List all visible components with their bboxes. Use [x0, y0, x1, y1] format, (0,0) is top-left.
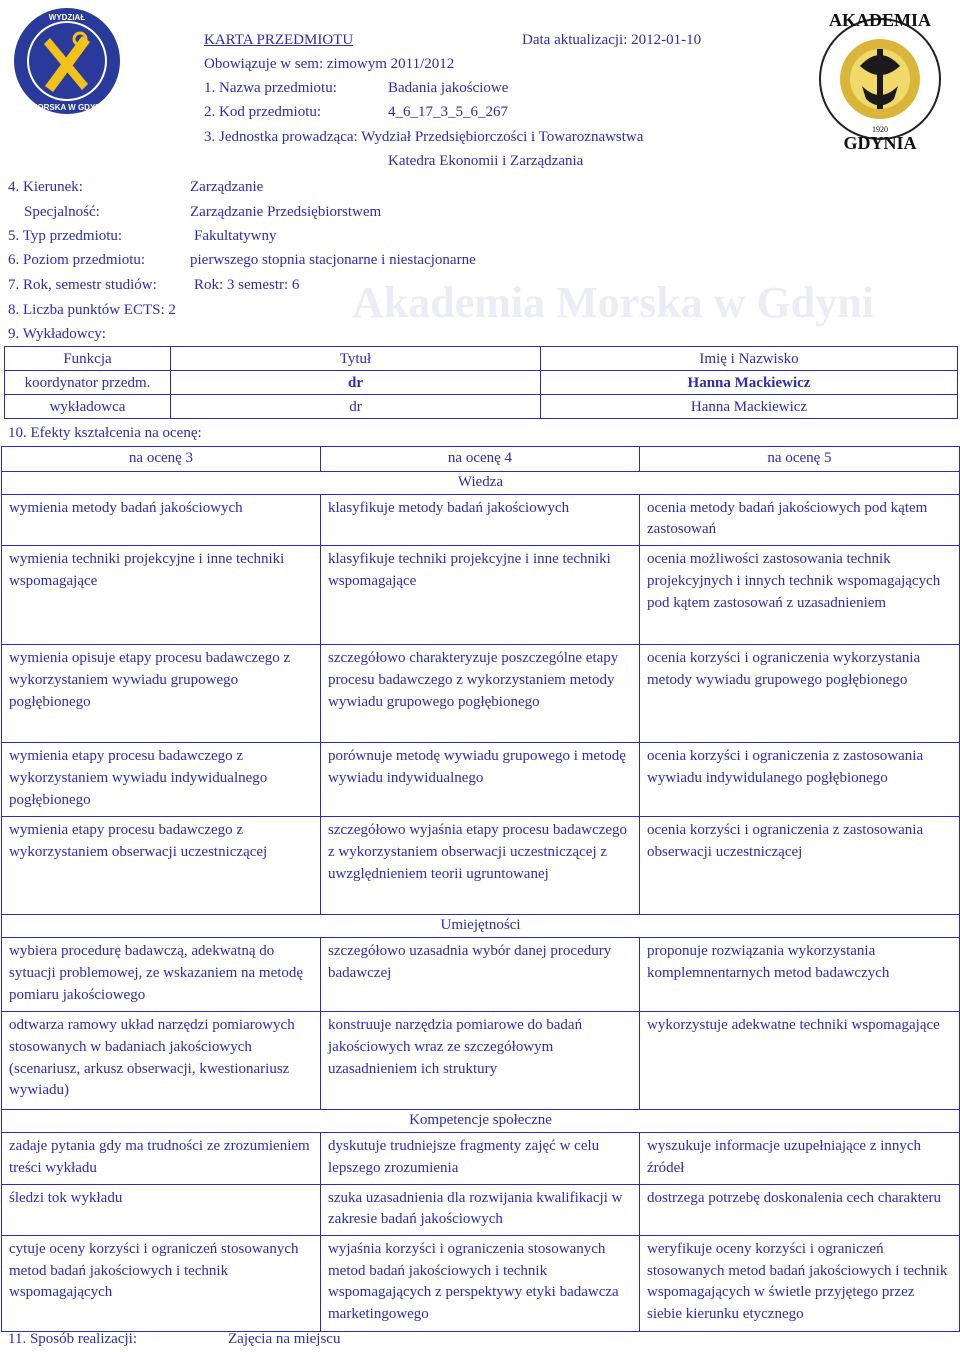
effect-row: [2, 1012, 960, 1110]
level-label: 6. Poziom przedmiotu:: [8, 252, 146, 268]
ects: 8. Liczba punktów ECTS: 2: [8, 302, 176, 318]
effect-cell: wymienia etapy procesu badawczego z wykorzystaniem obserwacji uczestniczącej: [2, 817, 321, 915]
effect-cell: klasyfikuje metody badań jakościowych: [321, 494, 640, 545]
valid-from: Obowiązuje w sem: zimowym 2011/2012: [204, 56, 455, 72]
spec-label: Specjalność:: [24, 204, 100, 220]
year-label: 7. Rok, semestr studiów:: [8, 277, 157, 293]
field-value: Zarządzanie: [190, 179, 264, 195]
effect-cell: szczegółowo wyjaśnia etapy procesu badawczego z wykorzystaniem obserwacji uczestniczącej z uwzględnieniem teorii ugruntowanej: [321, 817, 640, 915]
subject-name-label: 1. Nazwa przedmiotu:: [204, 80, 337, 96]
effect-row: [2, 1184, 960, 1235]
subject-code-value: 4_6_17_3_5_6_267: [388, 104, 508, 120]
effect-cell: dyskutuje trudniejsze fragmenty zajęć w celu lepszego zrozumienia: [321, 1133, 640, 1184]
section-row-knowledge: [2, 471, 960, 494]
faculty-seal-icon: [0, 6, 135, 116]
subject-code-label: 2. Kod przedmiotu:: [204, 104, 322, 120]
subject-name-value: Badania jakościowe: [388, 80, 509, 96]
effect-cell: wymienia metody badań jakościowych: [2, 494, 321, 545]
lecturers-table: [4, 346, 958, 419]
effect-cell: zadaje pytania gdy ma trudności ze zrozumieniem treści wykładu: [2, 1133, 321, 1184]
effect-cell: ocenia korzyści i ograniczenia z zastosowania obserwacji uczestniczącej: [640, 817, 960, 915]
svg-text:AKADEMIA: AKADEMIA: [829, 10, 931, 30]
academy-logo: [810, 4, 950, 154]
effect-row: [2, 938, 960, 1012]
year-value: Rok: 3 semestr: 6: [194, 277, 300, 293]
section-title: Wiedza: [2, 471, 960, 494]
effect-cell: wymienia opisuje etapy procesu badawczego z wykorzystaniem wywiadu grupowego pogłębionego: [2, 645, 321, 743]
effect-cell: wymienia etapy procesu badawczego z wykorzystaniem wywiadu indywidualnego pogłębionego: [2, 743, 321, 817]
lecturer-row: [5, 371, 958, 395]
effect-row: [2, 645, 960, 743]
effect-cell: szczegółowo uzasadnia wybór danej procedury badawczej: [321, 938, 640, 1012]
effect-cell: wykorzystuje adekwatne techniki wspomagające: [640, 1012, 960, 1110]
lecturer-name: Hanna Mackiewicz: [541, 371, 958, 395]
update-date: Data aktualizacji: 2012-01-10: [522, 32, 702, 48]
effect-cell: wymienia techniki projekcyjne i inne techniki wspomagające: [2, 546, 321, 645]
effects-table: [1, 446, 960, 1332]
academy-emblem-icon: [810, 4, 950, 154]
effect-cell: ocenia korzyści i ograniczenia z zastosowania wywiadu indywidulanego pogłębionego: [640, 743, 960, 817]
effect-cell: wybiera procedurę badawczą, adekwatną do sytuacji problemowej, ze wskazaniem na metodę pomiaru jakościowego: [2, 938, 321, 1012]
effect-row: [2, 546, 960, 645]
effect-cell: ocenia korzyści i ograniczenia wykorzystania metody wywiadu grupowego pogłębionego: [640, 645, 960, 743]
level-value: pierwszego stopnia stacjonarne i niestacjonarne: [190, 252, 476, 268]
effect-cell: dostrzega potrzebę doskonalenia cech charakteru: [640, 1184, 960, 1235]
card-title: KARTA PRZEDMIOTU: [204, 32, 354, 48]
spec-value: Zarządzanie Przedsiębiorstwem: [190, 204, 382, 220]
realization-label: 11. Sposób realizacji:: [8, 1331, 137, 1347]
lecturer-title: dr: [171, 395, 541, 419]
effect-cell: wyszukuje informacje uzupełniające z innych źródeł: [640, 1133, 960, 1184]
effect-cell: proponuje rozwiązania wykorzystania komplemnentarnych metod badawczych: [640, 938, 960, 1012]
effect-row: [2, 817, 960, 915]
section-title: Umiejętności: [2, 915, 960, 938]
svg-text:1920: 1920: [872, 125, 888, 134]
unit-dept: Katedra Ekonomii i Zarządzania: [388, 153, 584, 169]
effect-cell: ocenia możliwości zastosowania technik projekcyjnych i innych technik wspomagających pod kątem zastosowań z uzasadnieniem: [640, 546, 960, 645]
type-value: Fakultatywny: [194, 228, 277, 244]
effects-label: 10. Efekty kształcenia na ocenę:: [8, 425, 202, 441]
effects-header-row: [2, 447, 960, 472]
effect-cell: weryfikuje oceny korzyści i ograniczeń stosowanych metod badań jakościowych i technik wspomagających w świetle przyjętego przez siebie kierunku etycznego: [640, 1235, 960, 1331]
effect-cell: śledzi tok wykładu: [2, 1184, 321, 1235]
svg-text:WYDZIAŁ: WYDZIAŁ: [48, 13, 86, 22]
effect-cell: szczegółowo charakteryzuje poszczególne etapy procesu badawczego z wykorzystaniem metody wywiadu grupowego pogłębionego: [321, 645, 640, 743]
lecturer-function: wykładowca: [5, 395, 171, 419]
effect-cell: szuka uzasadnienia dla rozwijania kwalifikacji w zakresie badań jakościowych: [321, 1184, 640, 1235]
effect-row: [2, 1133, 960, 1184]
header-grade-4: na ocenę 4: [321, 447, 640, 472]
effect-cell: porównuje metodę wywiadu grupowego i metodę wywiadu indywidualnego: [321, 743, 640, 817]
lecturer-function: koordynator przedm.: [5, 371, 171, 395]
header-grade-5: na ocenę 5: [640, 447, 960, 472]
effect-row: [2, 1235, 960, 1331]
header-function: Funkcja: [5, 347, 171, 371]
lecturer-title: dr: [171, 371, 541, 395]
effect-cell: klasyfikuje techniki projekcyjne i inne techniki wspomagające: [321, 546, 640, 645]
effect-row: [2, 494, 960, 545]
header-title: Tytuł: [171, 347, 541, 371]
watermark: Akademia Morska w Gdyni: [352, 278, 874, 327]
section-title: Kompetencje społeczne: [2, 1110, 960, 1133]
unit-label: 3. Jednostka prowadząca: Wydział Przedsiębiorczości i Towaroznawstwa: [204, 129, 644, 145]
effect-cell: cytuje oceny korzyści i ograniczeń stosowanych metod badań jakościowych i technik wspomagających: [2, 1235, 321, 1331]
field-label: 4. Kierunek:: [8, 179, 83, 195]
type-label: 5. Typ przedmiotu:: [8, 228, 123, 244]
effect-cell: konstruuje narzędzia pomiarowe do badań jakościowych wraz ze szczegółowym uzasadnieniem ich struktury: [321, 1012, 640, 1110]
lecturer-name: Hanna Mackiewicz: [541, 395, 958, 419]
section-row-social: [2, 1110, 960, 1133]
svg-text:MORSKA W GDYNI: MORSKA W GDYNI: [30, 103, 104, 112]
section-row-skills: [2, 915, 960, 938]
lecturer-row: [5, 395, 958, 419]
effect-cell: odtwarza ramowy układ narzędzi pomiarowych stosowanych w badaniach jakościowych (scenariusz, arkusz obserwacji, kwestionariusz wywiadu): [2, 1012, 321, 1110]
header-name: Imię i Nazwisko: [541, 347, 958, 371]
effect-cell: wyjaśnia korzyści i ograniczenia stosowanych metod badań jakościowych i technik wspomagających z perspektywy etyki badawcza marketingowego: [321, 1235, 640, 1331]
lecturers-header-row: [5, 347, 958, 371]
faculty-logo: [0, 6, 135, 116]
svg-text:GDYNIA: GDYNIA: [843, 133, 917, 153]
header-grade-3: na ocenę 3: [2, 447, 321, 472]
lecturers-label: 9. Wykładowcy:: [8, 326, 106, 342]
effect-cell: ocenia metody badań jakościowych pod kątem zastosowań: [640, 494, 960, 545]
effect-row: [2, 743, 960, 817]
realization-value: Zajęcia na miejscu: [228, 1331, 341, 1347]
